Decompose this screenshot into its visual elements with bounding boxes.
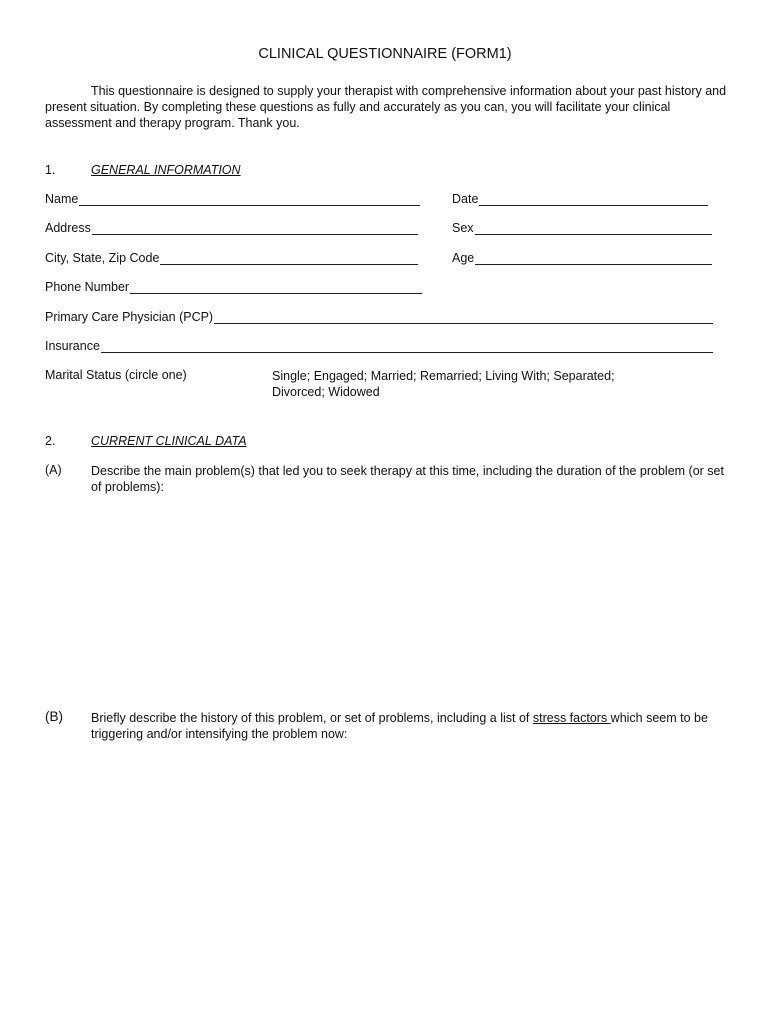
stress-factors-emphasis: stress factors [532, 711, 611, 725]
section-2-number: 2. [45, 434, 56, 448]
marital-options-line-1[interactable]: Single; Engaged; Married; Remarried; Living With; Separated; [272, 369, 615, 383]
question-b-text-before: Briefly describe the history of this problem, or set of problems, including a list of [91, 711, 533, 725]
name-label: Name [45, 192, 79, 206]
insurance-field[interactable] [45, 339, 713, 353]
city-state-zip-field[interactable] [45, 251, 418, 265]
sex-field[interactable] [452, 221, 712, 235]
city-state-zip-line[interactable] [160, 253, 418, 265]
section-1-title: GENERAL INFORMATION [91, 163, 241, 177]
intro-paragraph [45, 83, 735, 131]
pcp-field[interactable] [45, 310, 713, 324]
sex-line[interactable] [475, 223, 712, 235]
date-line[interactable] [479, 194, 708, 206]
age-line[interactable] [475, 253, 712, 265]
question-b-answer-area[interactable] [91, 745, 731, 985]
section-1-number: 1. [45, 163, 56, 177]
pcp-line[interactable] [214, 312, 713, 324]
sex-label: Sex [452, 221, 474, 235]
section-2-title: CURRENT CLINICAL DATA [91, 434, 247, 448]
phone-line[interactable] [130, 282, 422, 294]
question-b-text-after: which seem to be triggering and/or intensifying the problem now: [91, 711, 708, 741]
city-state-zip-label: City, State, Zip Code [45, 251, 160, 265]
intro-text: This questionnaire is designed to supply your therapist with comprehensive information about your past history and present situation. By completing these questions as fully and accurately as you can, you will facilitate your clinical assessment and therapy program. Thank you. [45, 84, 727, 130]
marital-status-options[interactable] [272, 368, 652, 400]
date-label: Date [452, 192, 479, 206]
question-b-label: (B) [45, 709, 63, 724]
name-line[interactable] [79, 194, 420, 206]
question-a-label: (A) [45, 463, 62, 477]
date-field[interactable] [452, 192, 708, 206]
phone-label: Phone Number [45, 280, 130, 294]
name-field[interactable] [45, 192, 420, 206]
marital-options-line-2[interactable]: Divorced; Widowed [272, 385, 380, 399]
marital-status-label: Marital Status (circle one) [45, 368, 187, 382]
age-label: Age [452, 251, 475, 265]
address-label: Address [45, 221, 91, 235]
address-line[interactable] [92, 223, 418, 235]
question-a-text: Describe the main problem(s) that led you to seek therapy at this time, including the duration of the problem (or set of problems): [91, 464, 724, 494]
phone-field[interactable] [45, 280, 422, 294]
question-b-text [91, 710, 731, 742]
question-a-answer-area[interactable] [91, 500, 731, 695]
insurance-line[interactable] [101, 341, 713, 353]
address-field[interactable] [45, 221, 418, 235]
insurance-label: Insurance [45, 339, 100, 353]
age-field[interactable] [452, 251, 712, 265]
pcp-label: Primary Care Physician (PCP) [45, 310, 214, 324]
page-title: CLINICAL QUESTIONNAIRE (FORM1) [258, 46, 512, 62]
